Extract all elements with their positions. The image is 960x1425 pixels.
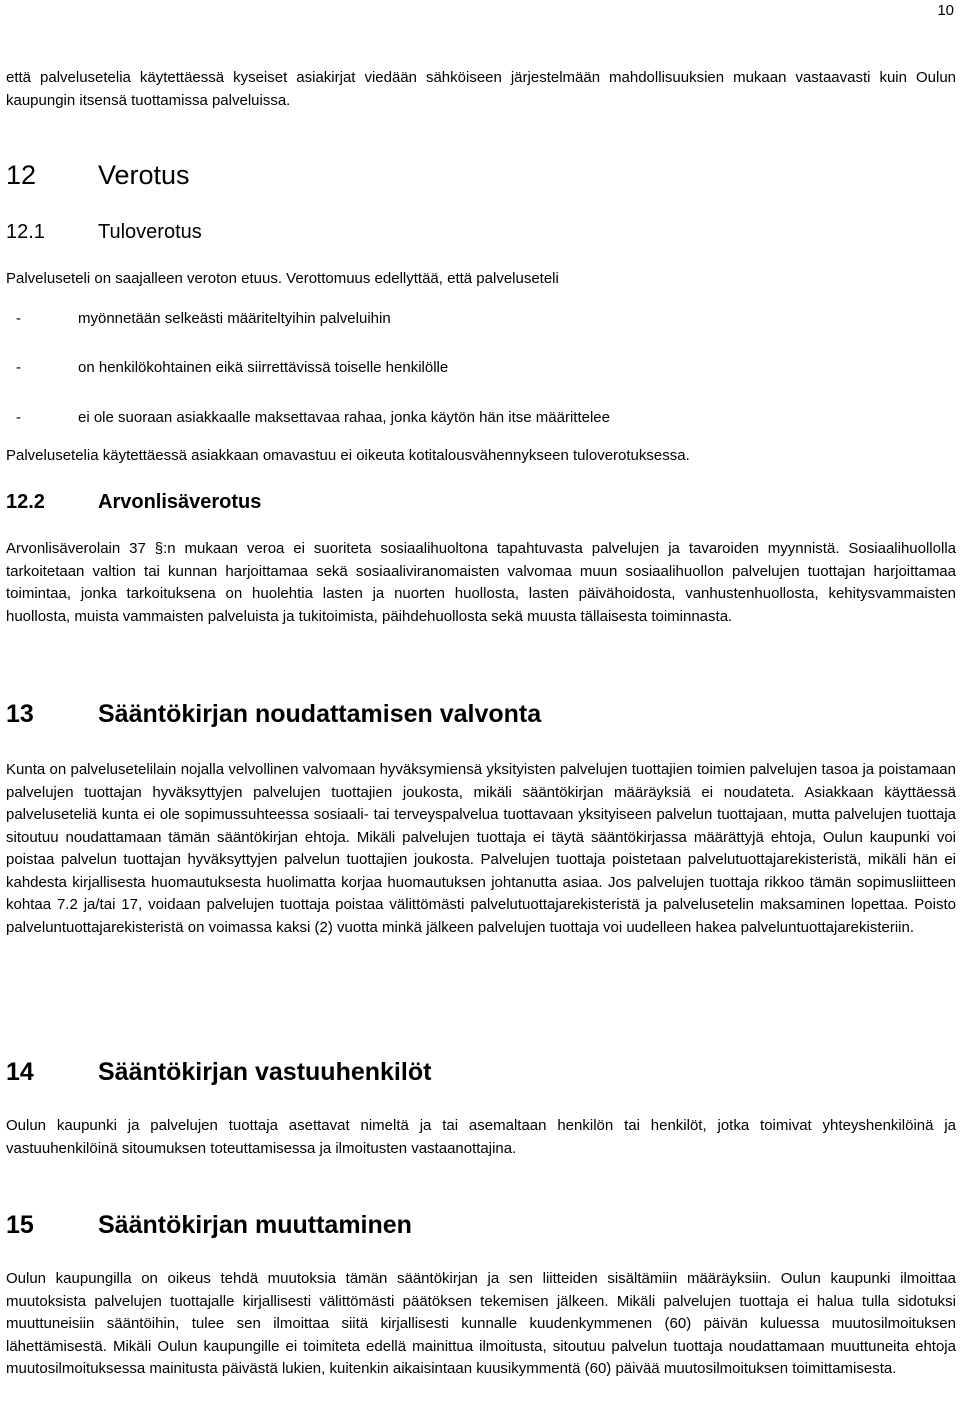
- page-number: 10: [937, 2, 954, 19]
- section-12-2-paragraph: Arvonlisäverolain 37 §:n mukaan veroa ei suoriteta sosiaalihuoltona tapahtuvasta palvelujen ja tavaroiden myynnistä. Sosiaalihuollolla tarkoitetaan valtion tai kunnan harjoittamaa sekä sosiaaliviranomaisten valvomaa muun sosiaalihuollon palvelujen tuottajan harjoittamaa toimintaa, jonka tarkoituksena on huolehtia lasten ja nuorten huollosta, lasten päivähoidosta, vanhustenhuollosta, kehitysvammaisten huollosta, muista vammaisten palveluista ja tukitoimista, päihdehuollosta sekä muusta tällaisesta toiminnasta.: [6, 540, 956, 625]
- section-12-heading: [6, 160, 190, 191]
- section-13-title: Sääntökirjan noudattamisen valvonta: [98, 700, 542, 728]
- bullet-text: on henkilökohtainen eikä siirrettävissä toiselle henkilölle: [78, 359, 449, 376]
- section-12-2-heading: [6, 489, 261, 515]
- section-12-2-title: Arvonlisäverotus: [98, 491, 262, 513]
- bullet-item-2: [6, 357, 956, 379]
- section-14-title: Sääntökirjan vastuuhenkilöt: [98, 1058, 432, 1086]
- section-14-paragraph: Oulun kaupunki ja palvelujen tuottaja asettavat nimeltä ja tai asemaltaan henkilön tai henkilöt, jotka toimivat yhteyshenkilöinä ja vastuuhenkilöinä sitoumuksen toteuttamisessa ja ilmoitusten vastaanottajina.: [6, 1117, 956, 1157]
- section-12-number: 12: [6, 160, 37, 190]
- bullet-marker: -: [16, 359, 21, 376]
- bullet-marker: -: [16, 310, 21, 327]
- section-12-1-title: Tuloverotus: [98, 221, 202, 243]
- section-12-1-closing: Palvelusetelia käytettäessä asiakkaan omavastuu ei oikeuta kotitalousvähennykseen tuloverotuksessa.: [6, 447, 690, 464]
- bullet-item-1: [6, 308, 956, 330]
- section-14-number: 14: [6, 1058, 34, 1086]
- section-12-1-lead: Palveluseteli on saajalleen veroton etuus. Verottomuus edellyttää, että palveluseteli: [6, 270, 559, 287]
- bullet-text: ei ole suoraan asiakkaalle maksettavaa rahaa, jonka käytön hän itse määrittelee: [78, 409, 610, 426]
- bullet-item-3: [6, 407, 956, 429]
- bullet-marker: -: [16, 409, 21, 426]
- section-15-paragraph: Oulun kaupungilla on oikeus tehdä muutoksia tämän sääntökirjan ja sen liitteiden sisältämiin määräyksiin. Oulun kaupunki ilmoittaa muutoksista palvelujen tuottajalle kirjallisesti välittömästi päätöksen tekemisen jälkeen. Mikäli palvelujen tuottaja ei halua tulla sidotuksi muuttuneisiin sääntöihin, tulee sen ilmoittaa siitä kirjallisesti kunnalle kuudenkymmenen (60) päivän kuluessa muutosilmoituksen lähettämisestä. Mikäli Oulun kaupungille ei toimiteta edellä mainittua ilmoitusta, sitoutuu palvelun tuottaja noudattamaan muuttuneita ehtoja muutosilmoituksessa mainitusta päivästä lukien, kuitenkin aikaisintaan kuusikymmentä (60) päivää muutosilmoituksen toimittamisesta.: [6, 1270, 956, 1377]
- section-12-1-number: 12.1: [6, 221, 45, 243]
- intro-paragraph: että palvelusetelia käytettäessä kyseiset asiakirjat viedään sähköiseen järjestelmään mahdollisuuksien mukaan vastaavasti kuin Oulun kaupungin itsensä tuottamissa palveluissa.: [6, 69, 956, 109]
- section-13-number: 13: [6, 700, 34, 728]
- section-15-number: 15: [6, 1211, 34, 1239]
- bullet-text: myönnetään selkeästi määriteltyihin palveluihin: [78, 310, 391, 327]
- section-14-heading: [6, 1057, 431, 1087]
- section-15-heading: [6, 1210, 412, 1240]
- section-12-title: Verotus: [98, 160, 190, 190]
- section-13-heading: [6, 699, 541, 729]
- section-13-paragraph: Kunta on palvelusetelilain nojalla velvollinen valvomaan hyväksymiensä yksityisten palvelujen tuottajien toimien palvelujen tasoa ja poistamaan palvelujen tuottajan hyväksyttyjen palvelujen tuottajien joukosta, mikäli sääntökirjan määräyksiä ei noudateta. Asiakkaan käyttäessä palveluseteliä kunta ei ole sopimussuhteessa sosiaali- tai terveyspalvelua tuottavaan yksityiseen palvelun tuottajaan, mutta palvelujen tuottaja sitoutuu noudattamaan tämän sääntökirjan ehtoja. Mikäli palvelujen tuottaja ei täytä sääntökirjassa määrättyjä ehtoja, Oulun kaupunki voi poistaa palvelun tuottajan hyväksyttyjen palvelun tuottajien joukosta. Palvelujen tuottaja poistetaan palvelutuottajarekisteristä, mikäli hän ei kahdesta kirjallisesta huomautuksesta huolimatta korjaa huomautuksen johtanutta asiaa. Jos palvelujen tuottaja rikkoo tämän sopimusliitteen kohtaa 7.2 ja/tai 17, voidaan palvelujen tuottaja poistaa välittömästi palvelutuottajarekisteristä ja palvelusetelin maksaminen lopettaa. Poisto palveluntuottajarekisteristä on voimassa kaksi (2) vuotta minkä jälkeen palvelujen tuottaja voi uudelleen hakea palveluntuottajarekisteriin.: [6, 761, 956, 936]
- section-15-title: Sääntökirjan muuttaminen: [98, 1211, 412, 1239]
- section-12-1-heading: [6, 219, 202, 245]
- section-12-2-number: 12.2: [6, 491, 45, 513]
